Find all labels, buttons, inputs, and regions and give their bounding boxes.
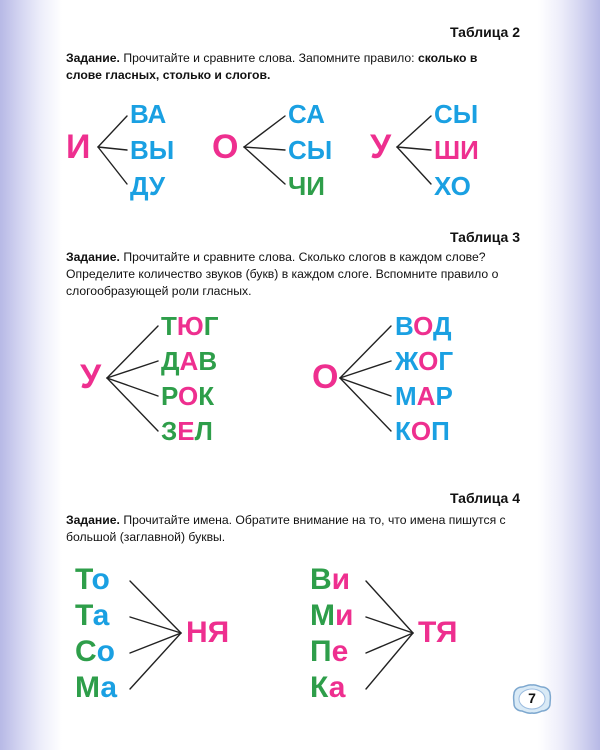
connector-line (397, 116, 431, 147)
vowel: о (96, 635, 115, 668)
capital: Т (75, 599, 93, 632)
connector-line (130, 633, 181, 689)
table-2-syllable: ВА (130, 99, 167, 129)
consonant: В (395, 311, 414, 341)
connector-line (244, 147, 285, 150)
consonant: Г (438, 346, 454, 376)
vowel: а (92, 599, 110, 632)
vowel: е (331, 635, 349, 668)
vowel: Е (177, 416, 195, 446)
table-4-ending-1: НЯ (186, 616, 230, 649)
connector-line (397, 147, 431, 184)
task-label: Задание. (66, 513, 120, 527)
capital: К (310, 671, 329, 704)
table-2-syllable: СЫ (434, 99, 479, 129)
table-3-letter-1: У (80, 358, 102, 396)
table-2-letter-3: У (370, 128, 392, 166)
table-3-title: Таблица 3 (449, 229, 520, 245)
consonant: К (395, 416, 411, 446)
connector-line (340, 378, 391, 431)
table-2-syllable: ШИ (434, 135, 479, 165)
consonant: М (395, 381, 417, 411)
table-2-syllable: ЧИ (288, 171, 325, 201)
vowel: А (179, 346, 199, 376)
consonant: З (161, 416, 178, 446)
table-3-letter-2: О (312, 358, 339, 396)
capital: П (310, 635, 332, 668)
connector-line (397, 147, 431, 150)
table-2-syllable: ХО (434, 171, 471, 201)
consonant: Ж (395, 346, 419, 376)
table-2-syllable: СА (288, 99, 325, 129)
vowel: и (331, 563, 351, 596)
consonant: Д (433, 311, 452, 341)
task-label: Задание. (66, 250, 120, 264)
connector-line (366, 633, 413, 653)
capital: М (310, 599, 335, 632)
capital: В (310, 563, 332, 596)
vowel: Ю (176, 311, 204, 341)
vowel: О (413, 311, 434, 341)
vowel: О (178, 381, 199, 411)
consonant: П (431, 416, 450, 446)
table-2-syllable: ВЫ (130, 135, 175, 165)
task-text: Прочитайте и сравните слова. Сколько слогов в каждом слове? Определите количество звуков (букв) в каждом слоге. Вспомните правило о слогообразующей роли гласных. (66, 250, 499, 298)
capital: Т (75, 563, 92, 596)
vowel: а (328, 671, 346, 704)
consonant: В (198, 346, 218, 376)
table-2-letter-2: О (212, 128, 239, 166)
consonant: Р (435, 381, 453, 411)
vowel: А (416, 381, 436, 411)
table-4-ending-2: ТЯ (418, 616, 458, 649)
connector-line (244, 147, 285, 184)
task-rule: сколько в слове гласных, столько и слогов. (66, 51, 478, 82)
vowel: О (418, 346, 439, 376)
task-label: Задание. (66, 51, 120, 65)
consonant: Г (203, 311, 219, 341)
connector-line (340, 378, 391, 396)
consonant: К (198, 381, 215, 411)
vowel: О (410, 416, 432, 446)
connector-line (107, 378, 158, 396)
consonant: Т (161, 311, 177, 341)
connector-line (98, 116, 127, 147)
task-text: Прочитайте имена. Обратите внимание на то, что имена пишутся с большой (заглавной) буквы. (66, 513, 506, 544)
vowel: и (335, 599, 354, 632)
vowel: о (91, 563, 110, 596)
table-2-letter-1: И (66, 128, 91, 166)
connector-line (366, 633, 413, 689)
table-2-title: Таблица 2 (449, 24, 520, 40)
table-2-syllable: ДУ (130, 171, 166, 201)
task-text: Прочитайте и сравните слова. Запомните правило: (119, 51, 418, 65)
consonant: Р (161, 381, 178, 411)
capital: М (75, 671, 101, 704)
connector-line (244, 116, 285, 147)
vowel: а (100, 671, 118, 704)
connector-line (130, 633, 181, 653)
page-number: 7 (528, 690, 536, 706)
connector-line (98, 147, 127, 150)
capital: С (75, 635, 97, 668)
connector-line (107, 378, 158, 431)
connector-line (98, 147, 127, 184)
table-4-title: Таблица 4 (449, 490, 520, 506)
table-2-syllable: СЫ (288, 135, 333, 165)
page-number-badge (512, 683, 552, 715)
consonant: Д (161, 346, 180, 376)
consonant: Л (194, 416, 213, 446)
